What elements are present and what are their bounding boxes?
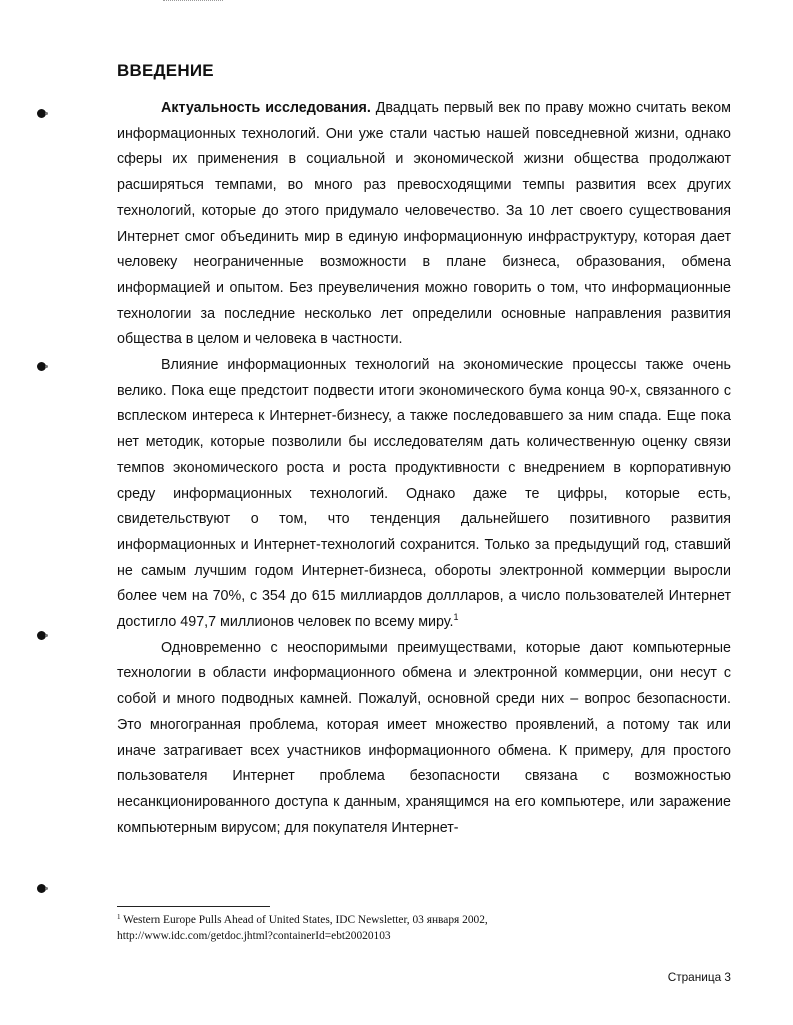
paragraph-3 <box>117 636 731 842</box>
binder-hole-mark-3 <box>37 631 46 640</box>
binder-hole-mark-2 <box>37 362 46 371</box>
footnote-number: 1 <box>117 913 121 921</box>
binder-hole-mark-4 <box>37 884 46 893</box>
footnote-url: http://www.idc.com/getdoc.jhtml?containerId=ebt20020103 <box>117 929 391 942</box>
paragraph-3-text: Одновременно с неоспоримыми преимуществами, которые дают компьютерные технологии в области информационного обмена и электронной коммерции, они несут с собой и много подводных камней. Пожалуй, основной среди них – вопрос безопасности. Это многогранная проблема, которая имеет множество проявлений, а потому так или иначе затрагивает всех участников информационного обмена. К примеру, для простого пользователя Интернет проблема безопасности связана с возможностью несанкционированного доступа к данным, хранящимся на его компьютере, или заражение компьютерным вирусом; для покупателя Интернет- <box>117 639 731 836</box>
footnote-citation: Western Europe Pulls Ahead of United States, IDC Newsletter, 03 января 2002, <box>120 914 488 926</box>
scan-top-line <box>163 0 223 2</box>
paragraph-1-text: Двадцать первый век по праву можно считать веком информационных технологий. Они уже стали частью нашей повседневной жизни, однако сферы их применения в социальной и экономической жизни общества продолжают расширяться темпами, во много раз превосходящими темпы развития всех других технологий, которые до этого придумало человечество. За 10 лет своего существования Интернет смог объединить мир в единую информационную инфраструктуру, которая дает человеку неограниченные возможности в плане бизнеса, образования, обмена информацией и опытом. Без преувеличения можно говорить о том, что информационные технологии за последние несколько лет определили основные направления развития общества в целом и человека в частности. <box>117 100 732 348</box>
paragraph-1 <box>117 96 731 353</box>
binder-hole-mark-1 <box>37 109 46 118</box>
footnote-line-1 <box>117 913 717 929</box>
paragraph-2 <box>117 353 731 636</box>
footnote-reference: 1 <box>453 612 459 623</box>
page-number: Страница 3 <box>667 970 731 984</box>
paragraph-2-text: Влияние информационных технологий на экономические процессы также очень велико. Пока еще предстоит подвести итоги экономического бума конца 90-х, связанного с всплеском интереса к Интернет-бизнесу, а также последовавшего за ним спада. Еще пока нет методик, которые позволили бы исследователям дать количественную оценку связи темпов экономического роста и роста продуктивности с внедрением в корпоративную среду информационных технологий. Однако даже те цифры, которые есть, свидетельствуют о том, что тенденция дальнейшего позитивного развития информационных и Интернет-технологий сохранится. Только за предыдущий год, ставший не самым лучшим годом Интернет-бизнеса, обороты электронной коммерции выросли более чем на 70%, с 354 до 615 миллиардов доллларов, а число пользователей Интернет достигло 497,7 миллионов человек по всему миру. <box>117 357 731 631</box>
body-text <box>117 96 731 841</box>
footnote <box>117 913 717 944</box>
paragraph-lead: Актуальность исследования. <box>161 100 371 116</box>
footnote-separator <box>117 906 270 907</box>
page-title: ВВЕДЕНИЕ <box>117 61 214 80</box>
